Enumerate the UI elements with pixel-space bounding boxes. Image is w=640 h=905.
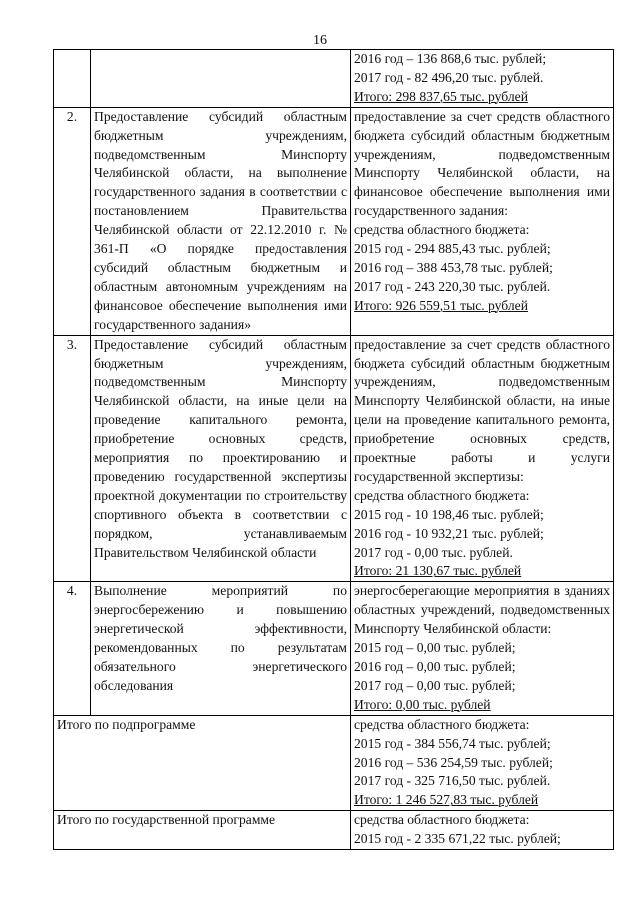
year-line: 2017 год - 243 220,30 тыс. рублей.	[354, 278, 551, 294]
table-row-continuation	[54, 50, 614, 108]
row-number: 2.	[54, 107, 91, 335]
table-row	[54, 335, 614, 582]
financing-cell	[351, 50, 614, 108]
table-row-program-total	[54, 811, 614, 850]
measure-description: Выполнение мероприятий по энергосбережению и повышению энергетической эффективности, рекомендованных по результатам обязательного энергетического обследования	[91, 582, 351, 715]
subprogram-total-label: Итого по подпрограмме	[54, 715, 351, 811]
year-line: 2017 год – 0,00 тыс. рублей;	[354, 677, 516, 693]
funding-source: средства областного бюджета:	[354, 222, 530, 238]
financing-text: энергосберегающие мероприятия в зданиях областных учреждений, подведомственных Минспорту Челябинской области:	[354, 583, 610, 637]
row-number: 4.	[54, 582, 91, 715]
total-line: Итого: 21 130,67 тыс. рублей	[354, 563, 522, 579]
row-number: 3.	[54, 335, 91, 582]
number-cell	[54, 50, 91, 108]
page-number: 16	[313, 33, 327, 48]
year-line: 2017 год - 325 716,50 тыс. рублей.	[354, 773, 551, 789]
financing-cell	[351, 582, 614, 715]
year-line: 2016 год – 0,00 тыс. рублей;	[354, 659, 516, 674]
measure-description: Предоставление субсидий областным бюджетным учреждениям, подведомственным Минспорту Челябинской области, на иные цели на проведение капитального ремонта, приобретение основных средств, мероприятия по проектированию и проведению государственной экспертизы проектной документации по строительству спортивного объекта в соответствии с порядком, устанавливаемым Правительством Челябинской области	[91, 335, 351, 582]
funding-source: средства областного бюджета:	[354, 812, 530, 828]
total-line: Итого: 1 246 527,83 тыс. рублей	[354, 792, 539, 808]
financing-cell	[351, 715, 614, 811]
year-line: 2015 год - 294 885,43 тыс. рублей;	[354, 241, 551, 257]
funding-source: средства областного бюджета:	[354, 716, 530, 732]
description-cell	[91, 50, 351, 108]
program-total-label: Итого по государственной программе	[54, 811, 351, 850]
measures-table	[53, 49, 614, 850]
total-line: Итого: 298 837,65 тыс. рублей	[354, 88, 528, 104]
total-line: Итого: 926 559,51 тыс. рублей	[354, 297, 528, 313]
financing-cell	[351, 107, 614, 335]
year-line: 2016 год – 388 453,78 тыс. рублей;	[354, 259, 553, 275]
table-row-subprogram-total	[54, 715, 614, 811]
funding-source: средства областного бюджета:	[354, 487, 530, 503]
year-line: 2015 год – 0,00 тыс. рублей;	[354, 640, 516, 656]
measure-description: Предоставление субсидий областным бюджетным учреждениям, подведомственным Минспорту Челябинской области, на выполнение государственного задания в соответствии с постановлением Правительства Челябинской области от 22.12.2010 г. № 361-П «О порядке предоставления субсидий областным бюджетным и областным автономным учреждениям на финансовое обеспечение выполнения ими государственного задания»	[91, 107, 351, 335]
year-line: 2016 год - 10 932,21 тыс. рублей;	[354, 525, 544, 541]
year-line: 2015 год - 384 556,74 тыс. рублей;	[354, 735, 551, 751]
total-line: Итого: 0,00 тыс. рублей	[354, 696, 491, 712]
table-row	[54, 107, 614, 335]
year-line: 2016 год – 136 868,6 тыс. рублей;	[354, 51, 547, 66]
year-line: 2017 год - 0,00 тыс. рублей.	[354, 544, 513, 560]
year-line: 2017 год - 82 496,20 тыс. рублей.	[354, 69, 544, 85]
year-line: 2015 год - 10 198,46 тыс. рублей;	[354, 506, 544, 522]
financing-cell	[351, 335, 614, 582]
financing-cell	[351, 811, 614, 850]
year-line: 2015 год - 2 335 671,22 тыс. рублей;	[354, 831, 561, 847]
financing-text: предоставление за счет средств областного бюджета субсидий областным бюджетным учреждениям, подведомственным Минспорту Челябинской области, на финансовое обеспечение выполнения ими государственного задания:	[354, 108, 610, 219]
financing-text: предоставление за счет средств областного бюджета субсидий областным бюджетным учреждениям, подведомственным Минспорту Челябинской области, на иные цели на проведение капитального ремонта, приобретение основных средств, проектные работы и услуги государственной экспертизы:	[354, 336, 610, 484]
year-line: 2016 год – 536 254,59 тыс. рублей;	[354, 754, 553, 770]
table-row	[54, 582, 614, 715]
